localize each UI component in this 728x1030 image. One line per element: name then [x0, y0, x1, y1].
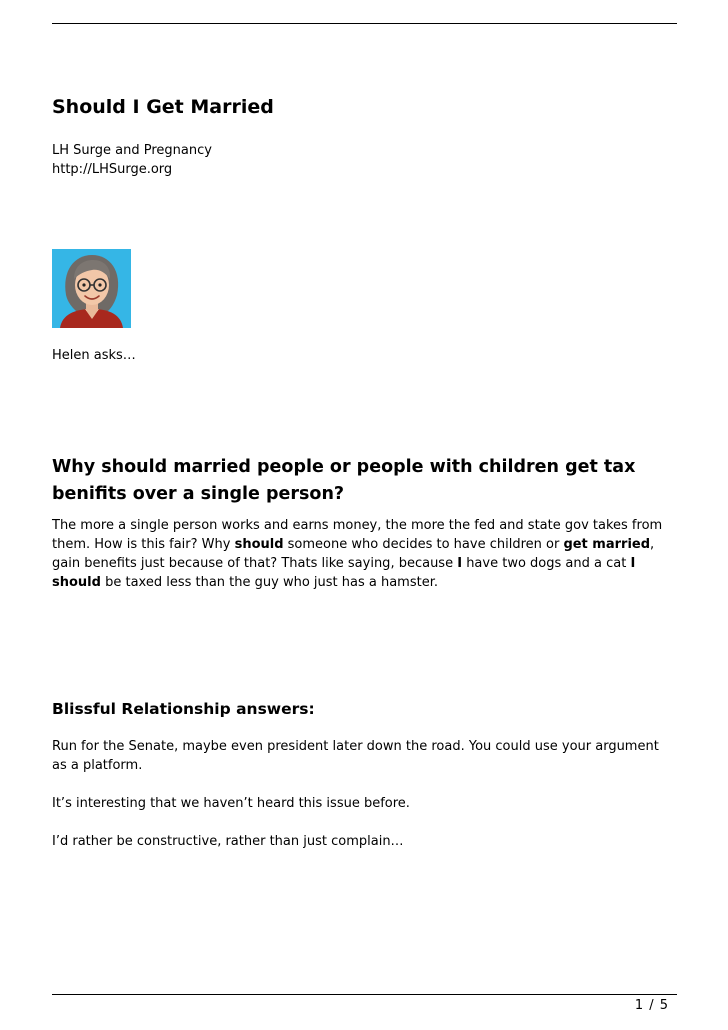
- site-name: LH Surge and Pregnancy: [52, 143, 212, 158]
- page-title: Should I Get Married: [52, 96, 274, 118]
- question-text: be taxed less than the guy who just has a hamster.: [100, 575, 438, 590]
- question-emphasis: get married: [563, 537, 651, 552]
- answer-paragraph: I’d rather be constructive, rather than just complain…: [52, 834, 404, 849]
- question-emphasis: I: [457, 556, 463, 571]
- question-text: , gain benefits just because of that? Thats like saying, because: [52, 537, 655, 571]
- site-url[interactable]: http://LHSurge.org: [52, 162, 173, 177]
- footer-rule: [52, 994, 677, 995]
- question-emphasis: should: [234, 537, 284, 552]
- answer-paragraph: It’s interesting that we haven’t heard this issue before.: [52, 796, 410, 811]
- avatar: [52, 249, 131, 328]
- cartoon-woman-avatar-icon: [52, 249, 131, 328]
- answer-paragraph: Run for the Senate, maybe even president later down the road. You could use your argument as a platform.: [52, 739, 659, 773]
- header-rule: [52, 23, 677, 24]
- question-text: someone who decides to have children or: [283, 537, 564, 552]
- question-text: have two dogs and a cat: [462, 556, 631, 571]
- asker-label: Helen asks…: [52, 348, 136, 363]
- question-text: The more a single person works and earns money, the more the fed and state gov takes from them. How is this fair? Why: [52, 518, 663, 552]
- answer-body: [52, 737, 677, 870]
- page-number: 1 / 5: [634, 998, 669, 1013]
- question-body: [52, 516, 677, 592]
- question-emphasis: I should: [52, 556, 636, 590]
- question-heading: Why should married people or people with children get tax benifits over a single person?: [52, 457, 636, 504]
- answer-heading: Blissful Relationship answers:: [52, 700, 315, 718]
- site-info: [52, 141, 212, 179]
